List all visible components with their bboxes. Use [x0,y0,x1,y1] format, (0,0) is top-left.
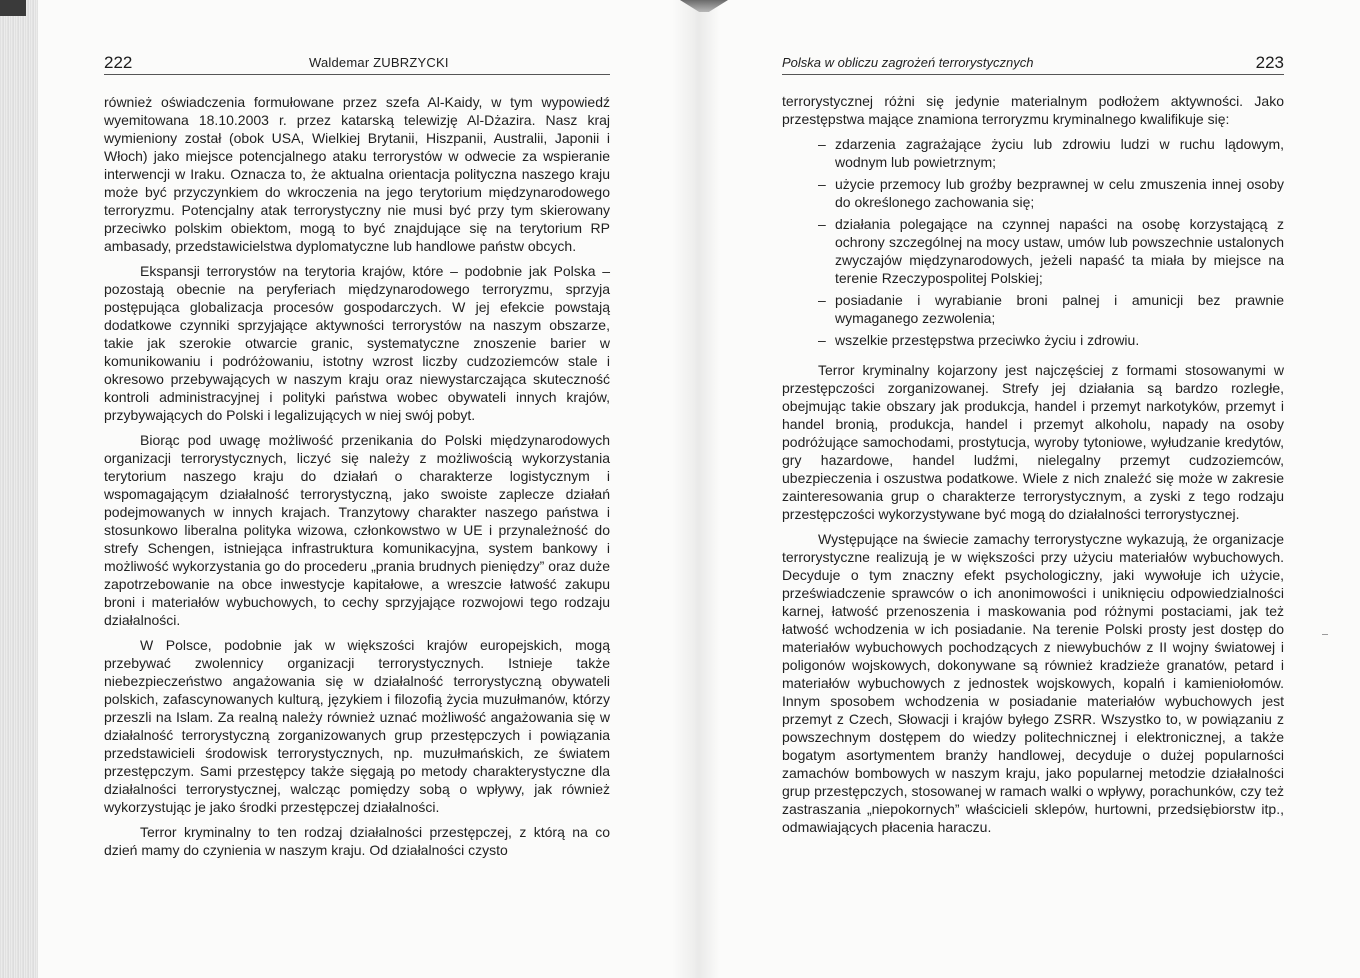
page-number-right: 223 [1255,53,1284,72]
right-page-body [782,92,1284,843]
right-running-head [782,52,1284,75]
book-page-edges [0,0,38,978]
left-running-head [104,52,610,75]
list-item: – zdarzenia zagrażające życiu lub zdrowiu ludzi w ruchu lądowym, wodnym lub powietrznym; [818,135,1284,171]
paragraph: W Polsce, podobnie jak w większości krajów europejskich, mogą przebywać zwolennicy organizacji terrorystycznych. Istnieje także niebezpieczeństwo angażowania się w działalność terrorystyczną obywateli polskich, zafascynowanych kulturą, językiem i filozofią życia muzułmanów, którzy przeszli na Islam. Za realną należy również uznać możliwość angażowania się w działalność terrorystyczną zorganizowanych grup przestępczych i powiązania przedstawicieli środowisk terrorystycznych, np. muzułmańskich, ze światem przestępczym. Sami przestępcy także sięgają po metody charakterystyczne dla działalności terrorystycznej, walcząc pomiędzy sobą o wpływy, jak również wykorzystując je jako środki przestępczej działalności. [104,637,610,815]
paragraph: również oświadczenia formułowane przez szefa Al-Kaidy, w tym wypowiedź wyemitowana 18.10.2003 r. przez katarską telewizję Al-Dżazira. Nasz kraj wymieniony został (obok USA, Wielkiej Brytanii, Hiszpanii, Australii, Japonii i Włoch) jako miejsce potencjalnego ataku terrorystów w odwecie za wspieranie interwencji w Iraku. Oznacza to, że aktualna orientacja polityczna naszego kraju może być przyczynkiem do wkroczenia na jego terytorium międzynarodowego terroryzmu. Potencjalny atak terrorystyczny nie musi być przy tym skierowany przeciwko polskim obiektom, mogą to być znajdujące się na terytorium RP ambasady, przedstawicielstwa dyplomatyczne lub handlowe państw obcych. [104,94,610,254]
paragraph: terrorystycznej różni się jedynie materialnym podłożem aktywności. Jako przestępstwa mające znamiona terroryzmu kryminalnego kwalifikuje się: [782,93,1284,127]
paragraph: Biorąc pod uwagę możliwość przenikania do Polski międzynarodowych organizacji terrorystycznych, liczyć się należy z możliwością wykorzystania terytorium naszego kraju do działań o charakterze logistycznym i wspomagającym działalność terrorystyczną, jako swoiste zaplecze działań podejmowanych w innych krajach. Tranzytowy charakter naszego państwa i stosunkowo liberalna polityka wizowa, członkowstwo w UE i przynależność do strefy Schengen, istniejąca infrastruktura komunikacyjna, system bankowy i możliwość wykorzystania go do procederu „prania brudnych pieniędzy” oraz duże zapotrzebowanie na obce inwestycje kapitałowe, a wreszcie łatwość zakupu broni i materiałów wybuchowych, to cechy sprzyjające rozwojowi tego rodzaju działalności. [104,432,610,628]
list-item: – wszelkie przestępstwa przeciwko życiu i zdrowiu. [818,331,1284,349]
left-page-body [104,93,610,866]
paragraph: Terror kryminalny to ten rodzaj działalności przestępczej, z którą na co dzień mamy do czynienia w naszym kraju. Od działalności czysto [104,824,610,858]
list-item: – użycie przemocy lub groźby bezprawnej w celu zmuszenia innej osoby do określonego zachowania się; [818,175,1284,211]
paragraph: Ekspansji terrorystów na terytoria krajów, które – podobnie jak Polska – pozostają obecnie na peryferiach międzynarodowego terroryzmu, sprzyja postępująca globalizacja procesów gospodarczych. W jej efekcie powstają dodatkowe czynniki sprzyjające aktywności terrorystów na naszym obszarze, takie jak szerokie otwarcie granic, systematyczne znoszenie barier w komunikowaniu i podróżowaniu, istotny wzrost liczby cudzoziemców stale i okresowo przebywających w naszym kraju oraz niewystarczająca skuteczność kontroli administracyjnej i polityki państwa wobec obywateli innych krajów, przybywających do Polski i legalizujących w niej swój pobyt. [104,263,610,423]
page-number-left: 222 [104,53,133,72]
book-gutter [672,0,720,978]
list-item: – posiadanie i wyrabianie broni palnej i amunicji bez prawnie wymaganego zezwolenia; [818,291,1284,327]
scan-speck [1322,634,1328,635]
author-header: Waldemar ZUBRZYCKI [309,55,449,70]
list-item: – działania polegające na czynnej napaści na osobę korzystającą z ochrony szczególnej na mocy ustaw, umów lub powszechnie ustalonych zwyczajów międzynarodowych, jeżeli napaść ta miała by miejsce na terenie Rzeczypospolitej Polskiej; [818,215,1284,287]
offence-list [782,135,1284,349]
scan-corner-shadow [0,0,26,16]
chapter-title-header: Polska w obliczu zagrożeń terrorystycznych [782,55,1034,70]
paragraph: Terror kryminalny kojarzony jest najczęściej z formami stosowanymi w przestępczości zorganizowanej. Strefy jej działania są bardzo rozległe, obejmując takie obszary jak produkcja, handel i przemyt narkotyków, przemyt i handel bronią, produkcja, handel i przemyt alkoholu, napady na osoby podróżujące samochodami, prostytucja, wyroby tytoniowe, wyłudzanie kredytów, gry hazardowe, handel ludźmi, nielegalny przemyt cudzoziemców, ubezpieczenia i oszustwa podatkowe. Wiele z nich znaleźć się może w zakresie zainteresowania grup o charakterze terrorystycznym, a zyski z tego rodzaju przestępczości wykorzystywane być mogą do działalności terrorystycznej. [782,362,1284,522]
paragraph: Występujące na świecie zamachy terrorystyczne wykazują, że organizacje terrorystyczne realizują je w większości przy użyciu materiałów wybuchowych. Decyduje o tym znaczny efekt psychologiczny, jaki wywołuje ich użycie, przeświadczenie sprawców o ich anonimowości i uniknięciu odpowiedzialności karnej, łatwość przenoszenia i maskowania pod różnymi postaciami, jak też łatwość wchodzenia w ich posiadanie. Na terenie Polski prosty jest dostęp do materiałów wybuchowych pochodzących z niewybuchów z II wojny światowej i poligonów wojskowych, dokonywane są również kradzieże granatów, petard i materiałów wybuchowych z jednostek wojskowych, kopalń i kamieniołomów. Innym sposobem wchodzenia w posiadanie materiałów wybuchowych jest przemyt z Czech, Słowacji i krajów byłego ZSRR. Wszystko to, w powiązaniu z powszechnym dostępem do wiedzy politechnicznej i elektronicznej, a także bogatym asortymentem branży handlowej, decyduje o dużej popularności zamachów bombowych w naszym kraju, jako popularnej metodzie działalności grup przestępczych, stosowanej w ramach walki o wpływy, porachunków, czy też zastraszania „niepokornych” właścicieli sklepów, hurtowni, przedsiębiorstw itp., odmawiających płacenia haraczu. [782,531,1284,835]
